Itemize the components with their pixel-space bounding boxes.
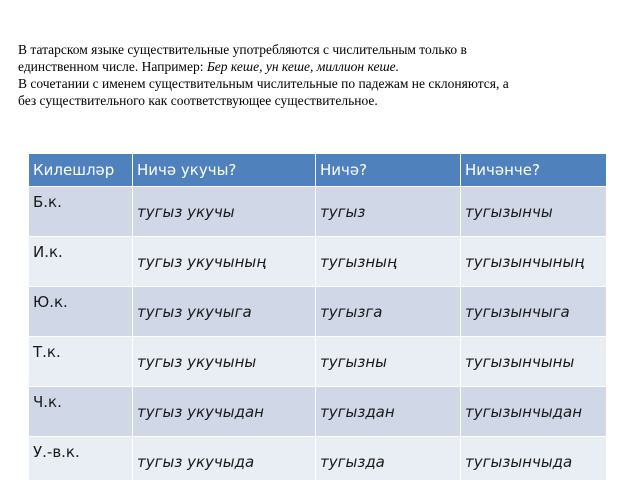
intro-line-2 <box>18 58 618 75</box>
table-cell: тугызынчы <box>461 187 607 237</box>
intro-line-3: В сочетании с именем существительным числительные по падежам не склоняются, а <box>18 76 509 91</box>
header-how-many: Ничә? <box>316 154 461 187</box>
table-row <box>29 237 607 287</box>
table-cell: тугыз укучыдан <box>133 387 316 437</box>
intro-line-2-text: единственном числе. Например: <box>18 59 207 74</box>
intro-text <box>18 41 618 109</box>
case-label: И.к. <box>29 237 133 287</box>
case-label: Б.к. <box>29 187 133 237</box>
table-cell: тугызынчыга <box>461 287 607 337</box>
table-cell: тугызны <box>316 337 461 387</box>
table-row <box>29 287 607 337</box>
table-row <box>29 437 607 480</box>
header-which: Ничәнче? <box>461 154 607 187</box>
case-label: Ю.к. <box>29 287 133 337</box>
table-cell: тугыз укучыга <box>133 287 316 337</box>
table-cell: тугыз укучыда <box>133 437 316 480</box>
table-row <box>29 337 607 387</box>
table-cell: тугыз укучыны <box>133 337 316 387</box>
table-cell: тугызынчыны <box>461 337 607 387</box>
table-cell: тугызда <box>316 437 461 480</box>
table-cell: тугыз укучы <box>133 187 316 237</box>
header-cases: Килешләр <box>29 154 133 187</box>
intro-line-4: без существительного как соответствующее существительное. <box>18 93 378 108</box>
declension-table <box>28 153 607 480</box>
header-how-many-pupils: Ничә укучы? <box>133 154 316 187</box>
table-cell: тугыз <box>316 187 461 237</box>
table-row <box>29 187 607 237</box>
case-label: У.-в.к. <box>29 437 133 480</box>
table-header-row <box>29 154 607 187</box>
table-cell: тугыз укучының <box>133 237 316 287</box>
table-cell: тугызның <box>316 237 461 287</box>
case-label: Т.к. <box>29 337 133 387</box>
table-cell: тугызынчыдан <box>461 387 607 437</box>
table-cell: тугыздан <box>316 387 461 437</box>
intro-line-1: В татарском языке существительные употребляются с числительным только в <box>18 42 467 57</box>
case-label: Ч.к. <box>29 387 133 437</box>
intro-examples: Бер кеше, ун кеше, миллион кеше. <box>206 59 400 74</box>
table-row <box>29 387 607 437</box>
table-cell: тугызга <box>316 287 461 337</box>
table-cell: тугызынчының <box>461 237 607 287</box>
table-cell: тугызынчыда <box>461 437 607 480</box>
